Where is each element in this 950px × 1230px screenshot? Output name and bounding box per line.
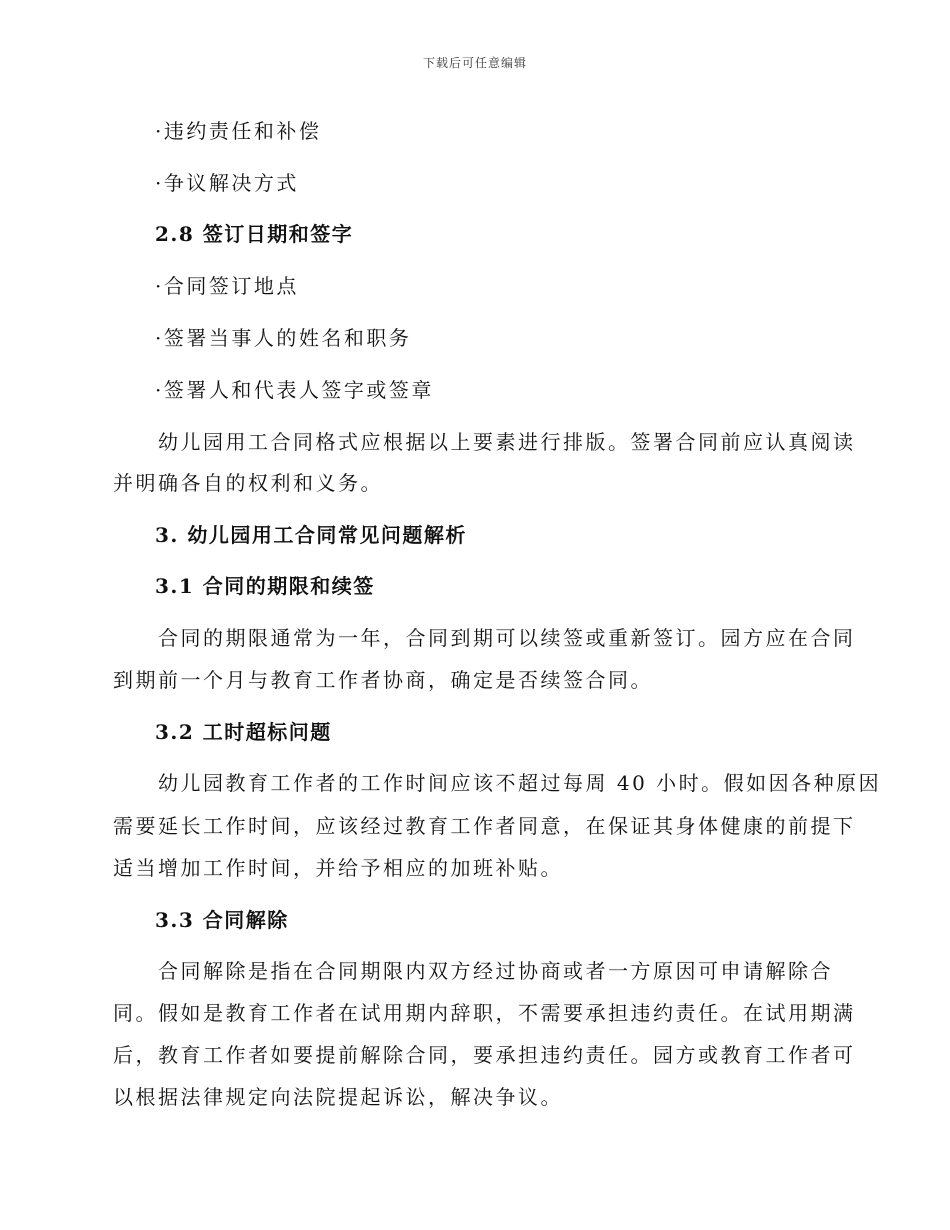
bullet-item: ·争议解决方式 xyxy=(155,171,299,195)
section-heading-3-1: 3.1 合同的期限和续签 xyxy=(155,574,375,598)
paragraph-line: 到期前一个月与教育工作者协商，确定是否续签合同。 xyxy=(113,668,653,692)
header-note: 下载后可任意编辑 xyxy=(422,56,527,70)
paragraph-line: 同。假如是教育工作者在试用期内辞职，不需要承担违约责任。在试用期满 xyxy=(113,1001,856,1025)
bullet-item: ·违约责任和补偿 xyxy=(155,119,322,143)
paragraph-line: 并明确各自的权利和义务。 xyxy=(113,471,383,495)
bullet-item: ·签署当事人的姓名和职务 xyxy=(155,326,412,350)
paragraph-line: 幼儿园教育工作者的工作时间应该不超过每周 40 小时。假如因各种原因 xyxy=(158,771,882,795)
paragraph-line: 后，教育工作者如要提前解除合同，要承担违约责任。园方或教育工作者可 xyxy=(113,1043,856,1067)
section-heading-2-8: 2.8 签订日期和签字 xyxy=(155,222,354,246)
paragraph-line: 合同解除是指在合同期限内双方经过协商或者一方原因可申请解除合 xyxy=(158,959,833,983)
paragraph-line: 合同的期限通常为一年，合同到期可以续签或重新签订。园方应在合同 xyxy=(158,626,856,650)
section-heading-3-2: 3.2 工时超标问题 xyxy=(155,720,332,744)
paragraph-line: 以根据法律规定向法院提起诉讼，解决争议。 xyxy=(113,1085,563,1109)
section-heading-3-3: 3.3 合同解除 xyxy=(155,908,289,932)
bullet-item: ·合同签订地点 xyxy=(155,274,299,298)
paragraph-line: 幼儿园用工合同格式应根据以上要素进行排版。签署合同前应认真阅读 xyxy=(158,430,856,454)
paragraph-line: 适当增加工作时间，并给予相应的加班补贴。 xyxy=(113,856,563,880)
bullet-item: ·签署人和代表人签字或签章 xyxy=(155,378,434,402)
paragraph-line: 需要延长工作时间，应该经过教育工作者同意，在保证其身体健康的前提下 xyxy=(113,814,856,838)
section-heading-3: 3. 幼儿园用工合同常见问题解析 xyxy=(155,523,467,547)
